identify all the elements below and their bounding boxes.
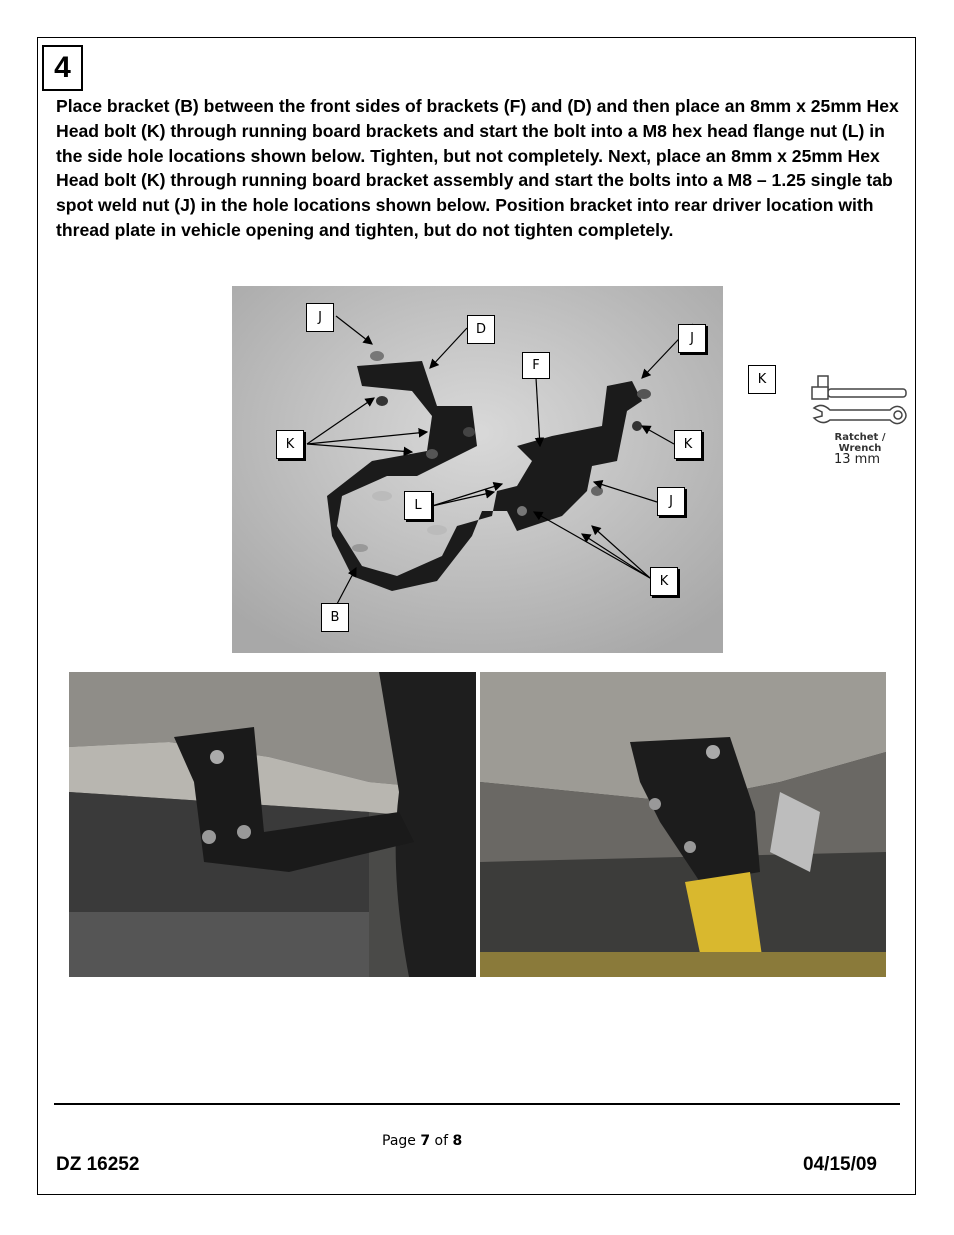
callout-j-right: J	[657, 487, 685, 516]
callout-j-top-right: J	[678, 324, 706, 353]
footer-divider	[54, 1103, 900, 1105]
installed-bracket-photo-right	[480, 672, 886, 977]
step-number: 4	[42, 45, 83, 91]
callout-k-right: K	[674, 430, 702, 459]
document-date: 04/15/09	[803, 1154, 877, 1175]
callout-d: D	[467, 315, 495, 344]
page-current: 7	[420, 1133, 431, 1149]
callout-b: B	[321, 603, 349, 632]
bracket-assembly-photo	[232, 286, 723, 653]
instructions-text: Place bracket (B) between the front sides of brackets (F) and (D) and then place an 8mm x 25mm Hex Head bolt (K) through running board brackets and start the bolt into a M8 hex head flange nut (L) in the side hole locations shown below. Tighten, but not completely. Next, place an 8mm x 25mm Hex Head bolt (K) through running board bracket assembly and start the bolts into a M8 – 1.25 single tab spot weld nut (J) in the hole locations shown below. Position bracket into rear driver location with thread plate in vehicle opening and tighten, but do not tighten completely.	[56, 96, 899, 240]
callout-k-bottom: K	[650, 567, 678, 596]
page-prefix: Page	[382, 1133, 421, 1149]
tool-title: Ratchet / Wrench	[834, 432, 886, 454]
callout-k-left: K	[276, 430, 304, 459]
page-number	[382, 1133, 462, 1149]
installed-bracket-photo-left	[69, 672, 476, 977]
page-of: of	[430, 1133, 453, 1149]
callout-l: L	[404, 491, 432, 520]
page-total: 8	[452, 1133, 463, 1149]
callout-f: F	[522, 352, 550, 379]
tool-size: 13 mm	[833, 452, 880, 467]
document-id: DZ 16252	[56, 1154, 140, 1175]
callout-j-top-left: J	[306, 303, 334, 332]
ratchet-wrench-icon	[810, 372, 910, 432]
tool-callout-k: K	[748, 365, 776, 394]
